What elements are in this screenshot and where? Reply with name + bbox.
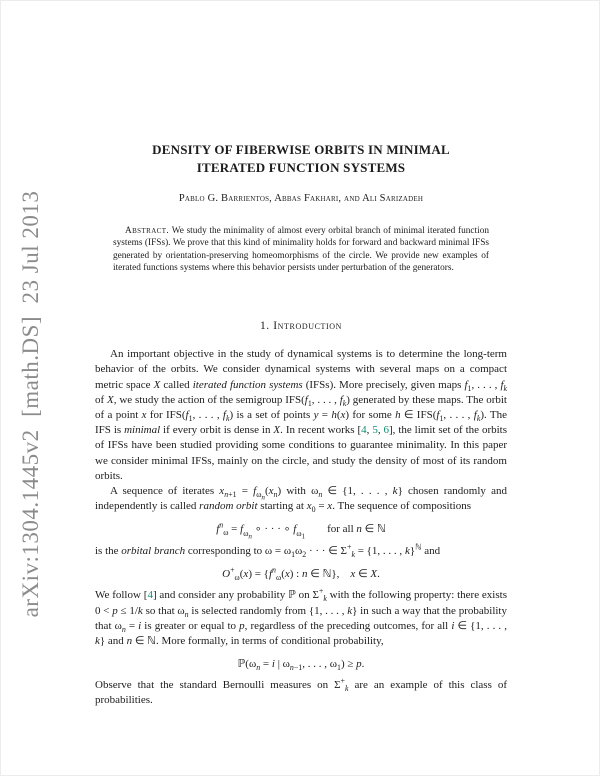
- paragraph: An important objective in the study of dynamical systems is to determine the long-term behavior of the orbits. We consider dynamical systems with several maps on a compact metric space X called iterated function systems (IFSs). More precisely, given maps $f_1$, . . . , $f_k$ of X, we study the action of the semigroup $IFS(f_1$, . . . , $f_k$) generated by these maps. The orbit of a point x for $IFS(f_1$, . . . , $f_k$) is a set of points y = h(x) for some h ∈ $IFS(f_1$, . . . , $f_k$). The IFS is minimal if every orbit is dense in X. In recent works [4, 5, 6], the limit set of the orbits of IFSs have been studied providing some conditions to guarantee minimality. In this paper we consider minimal IFSs, mainly on the circle, and study the density of most of its random orbits.: [95, 348, 508, 482]
- paragraph: We follow [4] and consider any probability ℙ on $\Sigma^+_k$ with the following property: there exists 0 < p ≤ 1/k so that $\omega_n$ is selected randomly from {1, . . . , k} in such a way that the probability that $\omega_n = i$ is greater or equal to p, regardless of the preceding outcomes, for all i ∈ {1, . . . , k} and n ∈ ℕ. More formally, in terms of conditional probability,: [95, 586, 507, 647]
- display-equation-orbital-branch: $f^n_\omega = f_{\omega_n}$ ∘ · · · ∘ $f_{\omega_1}$ for all n ∈ ℕ: [216, 520, 386, 541]
- paper-authors: Pablo G. Barrientos, Abbas Fakhari, and Ali Sarizadeh: [178, 193, 424, 204]
- citation-link[interactable]: 5: [372, 424, 378, 437]
- display-equation-conditional-probability: $ℙ(\omega_n = i$ | $\omega_{n-1}$, . . . , $\omega_1) \ge p$.: [237, 658, 365, 673]
- abstract: [113, 225, 489, 274]
- citation-link[interactable]: 6: [383, 424, 389, 437]
- paper-title: DENSITY OF FIBERWISE ORBITS IN MINIMAL ITERATED FUNCTION SYSTEMS: [152, 142, 450, 175]
- citation-link[interactable]: 4: [147, 589, 153, 602]
- paragraph: is the orbital branch corresponding to $\omega = \omega_1\omega_2$ · · · ∈ $\Sigma^+_k = \{1$, . . . , k}$^ℕ$ and: [95, 542, 441, 560]
- display-equation-orbit-set: $O^+_\omega(x) = \{f^n_\omega(x)$ : n ∈ ℕ}, x ∈ X.: [222, 565, 380, 583]
- paragraph: Observe that the standard Bernoulli measures on $\Sigma^+_k$ are an example of this class of probabilities.: [95, 676, 508, 707]
- paragraph: A sequence of iterates $x_{n+1} = f_{\omega_n}(x_n)$ with $\omega_n$ ∈ {1, . . . , k} chosen randomly and independently is called random orbit starting at $x_0 = x$. The sequence of compositions: [95, 485, 507, 515]
- abstract-text: We study the minimality of almost every orbital branch of minimal iterated function systems (IFSs). We prove that this kind of minimality holds for forward and backward minimal IFSs generated by orientation-preserving homeomorphisms of the circle. We provide new examples of iterated functions systems where this behavior persists under perturbation of the generators.: [113, 226, 489, 273]
- citation-link[interactable]: 4: [361, 424, 367, 437]
- abstract-label: Abstract.: [125, 226, 170, 236]
- section-heading-introduction: 1. Introduction: [259, 320, 343, 333]
- paper-content: [95, 0, 507, 709]
- arxiv-watermark: arXiv:1304.1445v2 [math.DS] 23 Jul 2013: [18, 190, 43, 618]
